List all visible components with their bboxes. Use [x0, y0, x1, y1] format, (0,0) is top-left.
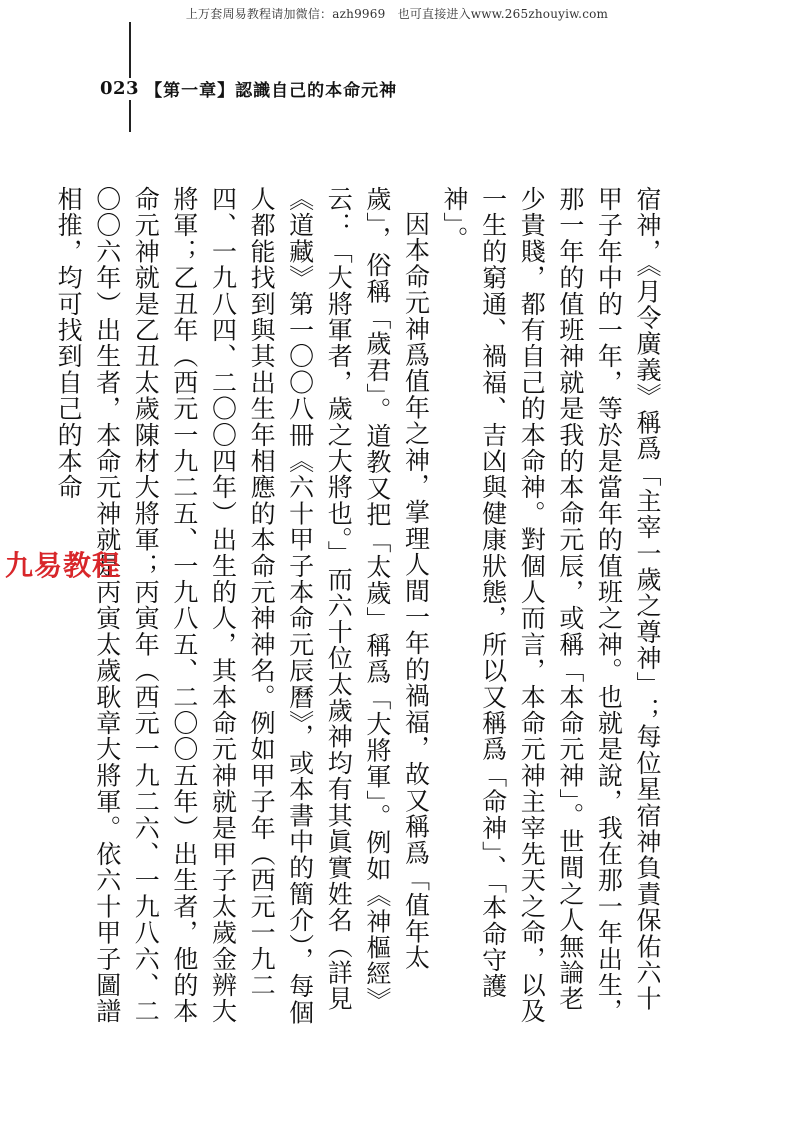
watermark-stamp: 九易教程 [5, 549, 122, 582]
paragraph: 因本命元神爲值年之神，掌理人間一年的禍福，故又稱爲「值年太歲」，俗稱「歲君」。道教又把「太歲」稱爲「大將軍」。例如《神樞經》云：「大將軍者，歲之大將也。」而六十位太歲神均有其眞實姓名（詳見《道藏》第一〇〇八冊《六十甲子本命元辰曆》，或本書中的簡介），每個人都能找到與其出生年相應的本命元神神名。例如甲子年（西元一九二四、一九八四、二〇〇四年）出生的人，其本命元神就是甲子太歲金辨大將軍；乙丑年（西元一九二五、一九八五、二〇〇五年）出生者，他的本命元神就是乙丑太歲陳材大將軍；丙寅年（西元一九二六、一九八六、二〇〇六年）出生者，本命元神就是丙寅太歲耿章大將軍。依六十甲子圖譜相推，均可找到自己的本命 [54, 186, 431, 1026]
running-head [100, 76, 397, 100]
page-number: 023 [100, 77, 140, 99]
paragraph: 宿神，《月令廣義》稱爲「主宰一歲之尊神」；每位星宿神負責保佑六十甲子年中的一年，等於是當年的值班之神。也就是說，我在那一年出生，那一年的值班神就是我的本命元辰，或稱「本命元神」。世間之人無論老少貴賤，都有自己的本命神。對個人而言，本命元神主宰先天之命，以及一生的窮通、禍福、吉凶與健康狀態，所以又稱爲「命神」、「本命守護神」。 [440, 186, 662, 1025]
chapter-title: 【第一章】認識自己的本命元神 [145, 80, 398, 101]
top-banner: 上万套周易教程请加微信：azh9969 也可直接进入www.265zhouyiw.com [185, 7, 609, 21]
body-text [49, 186, 667, 1026]
